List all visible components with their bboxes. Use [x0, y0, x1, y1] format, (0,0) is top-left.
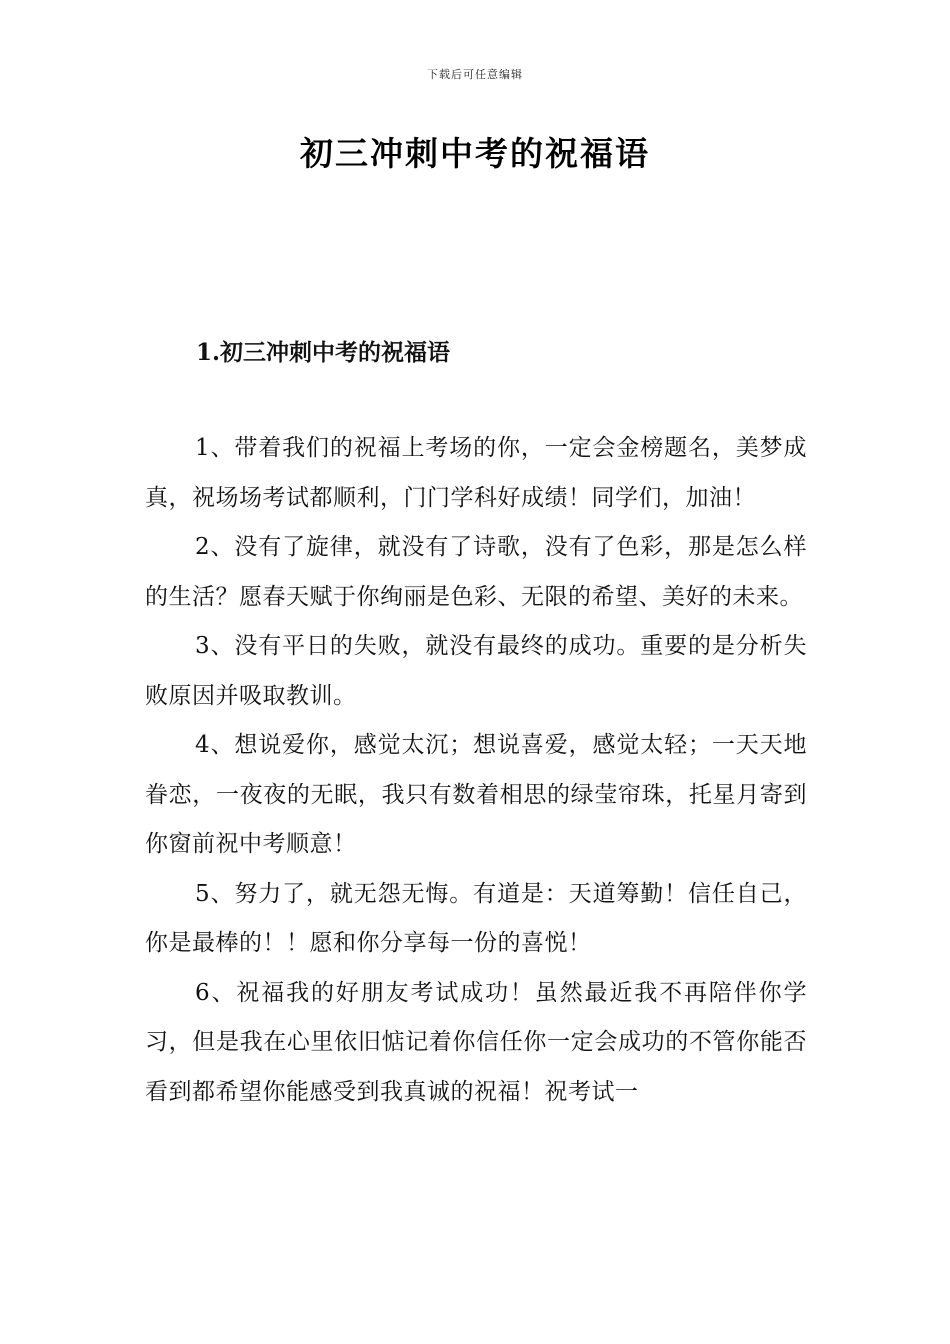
paragraph-1: 1、带着我们的祝福上考场的你，一定会金榜题名，美梦成真，祝场场考试都顺利，门门学科好成绩！同学们，加油！ [145, 435, 807, 511]
paragraph-2: 2、没有了旋律，就没有了诗歌，没有了色彩，那是怎么样的生活？愿春天赋于你绚丽是色彩、无限的希望、美好的未来。 [145, 534, 807, 610]
document-title: 初三冲刺中考的祝福语 [300, 134, 650, 173]
section-heading: 1.初三冲刺中考的祝福语 [196, 339, 451, 366]
paragraph-5: 5、努力了，就无怨无悔。有道是：天道筹勤！信任自己，你是最棒的！！愿和你分享每一份的喜悦！ [145, 880, 807, 956]
header-note: 下载后可任意编辑 [427, 68, 523, 81]
paragraph-4: 4、想说爱你，感觉太沉；想说喜爱，感觉太轻；一天天地眷恋，一夜夜的无眠，我只有数着相思的绿莹帘珠，托星月寄到你窗前祝中考顺意！ [145, 732, 807, 857]
paragraph-6: 6、祝福我的好朋友考试成功！虽然最近我不再陪伴你学习，但是我在心里依旧惦记着你信任你一定会成功的不管你能否看到都希望你能感受到我真诚的祝福！祝考试一 [145, 979, 807, 1105]
paragraph-3: 3、没有平日的失败，就没有最终的成功。重要的是分析失败原因并吸取教训。 [145, 633, 807, 709]
body-text [145, 424, 807, 1117]
